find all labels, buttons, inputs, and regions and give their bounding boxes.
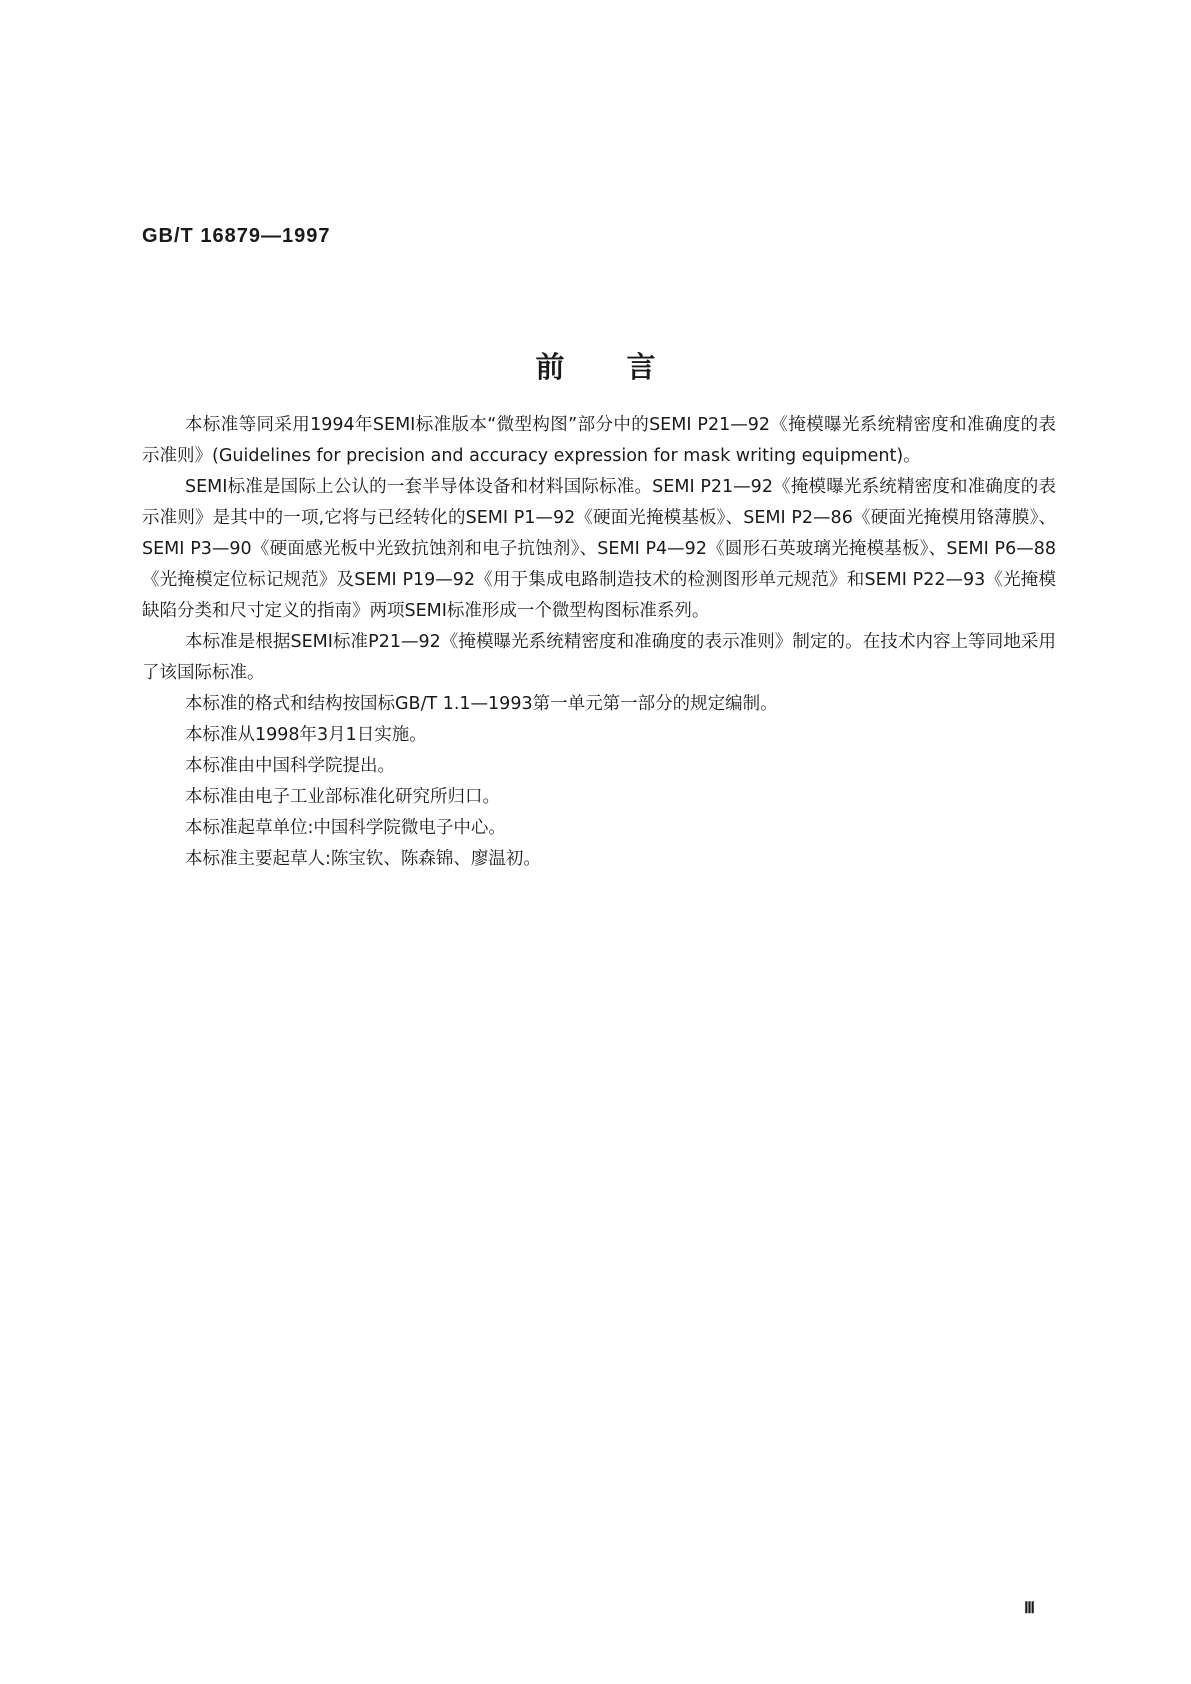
standard-code: GB/T 16879—1997	[142, 225, 331, 247]
paragraph-7: 本标准由电子工业部标准化研究所归口。	[185, 787, 500, 807]
page-number: Ⅲ	[1024, 1600, 1036, 1617]
document-body	[142, 410, 1056, 875]
paragraph-9: 本标准主要起草人:陈宝钦、陈森锦、廖温初。	[185, 849, 541, 869]
paragraph-4: 本标准的格式和结构按国标GB/T 1.1—1993第一单元第一部分的规定编制。	[185, 694, 778, 714]
page-title: 前言	[535, 350, 718, 384]
paragraph-3: 本标准是根据SEMI标准P21—92《掩模曝光系统精密度和准确度的表示准则》制定的。在技术内容上等同地采用了该国际标准。	[142, 632, 1056, 683]
paragraph-8: 本标准起草单位:中国科学院微电子中心。	[185, 818, 506, 838]
paragraph-2: SEMI标准是国际上公认的一套半导体设备和材料国际标准。SEMI P21—92《掩模曝光系统精密度和准确度的表示准则》是其中的一项,它将与已经转化的SEMI P1—92《硬面光掩模基板》、SEMI P2—86《硬面光掩模用铬薄膜》、SEMI P3—90《硬面感光板中光致抗蚀剂和电子抗蚀剂》、SEMI P4—92《圆形石英玻璃光掩模基板》、SEMI P6—88《光掩模定位标记规范》及SEMI P19—92《用于集成电路制造技术的检测图形单元规范》和SEMI P22—93《光掩模缺陷分类和尺寸定义的指南》两项SEMI标准形成一个微型构图标准系列。	[142, 477, 1056, 621]
paragraph-5: 本标准从1998年3月1日实施。	[185, 725, 427, 745]
paragraph-1: 本标准等同采用1994年SEMI标准版本“微型构图”部分中的SEMI P21—92《掩模曝光系统精密度和准确度的表示准则》(Guidelines for precision and accuracy expression for mask writing equipment)。	[142, 415, 1056, 466]
paragraph-6: 本标准由中国科学院提出。	[185, 756, 395, 776]
